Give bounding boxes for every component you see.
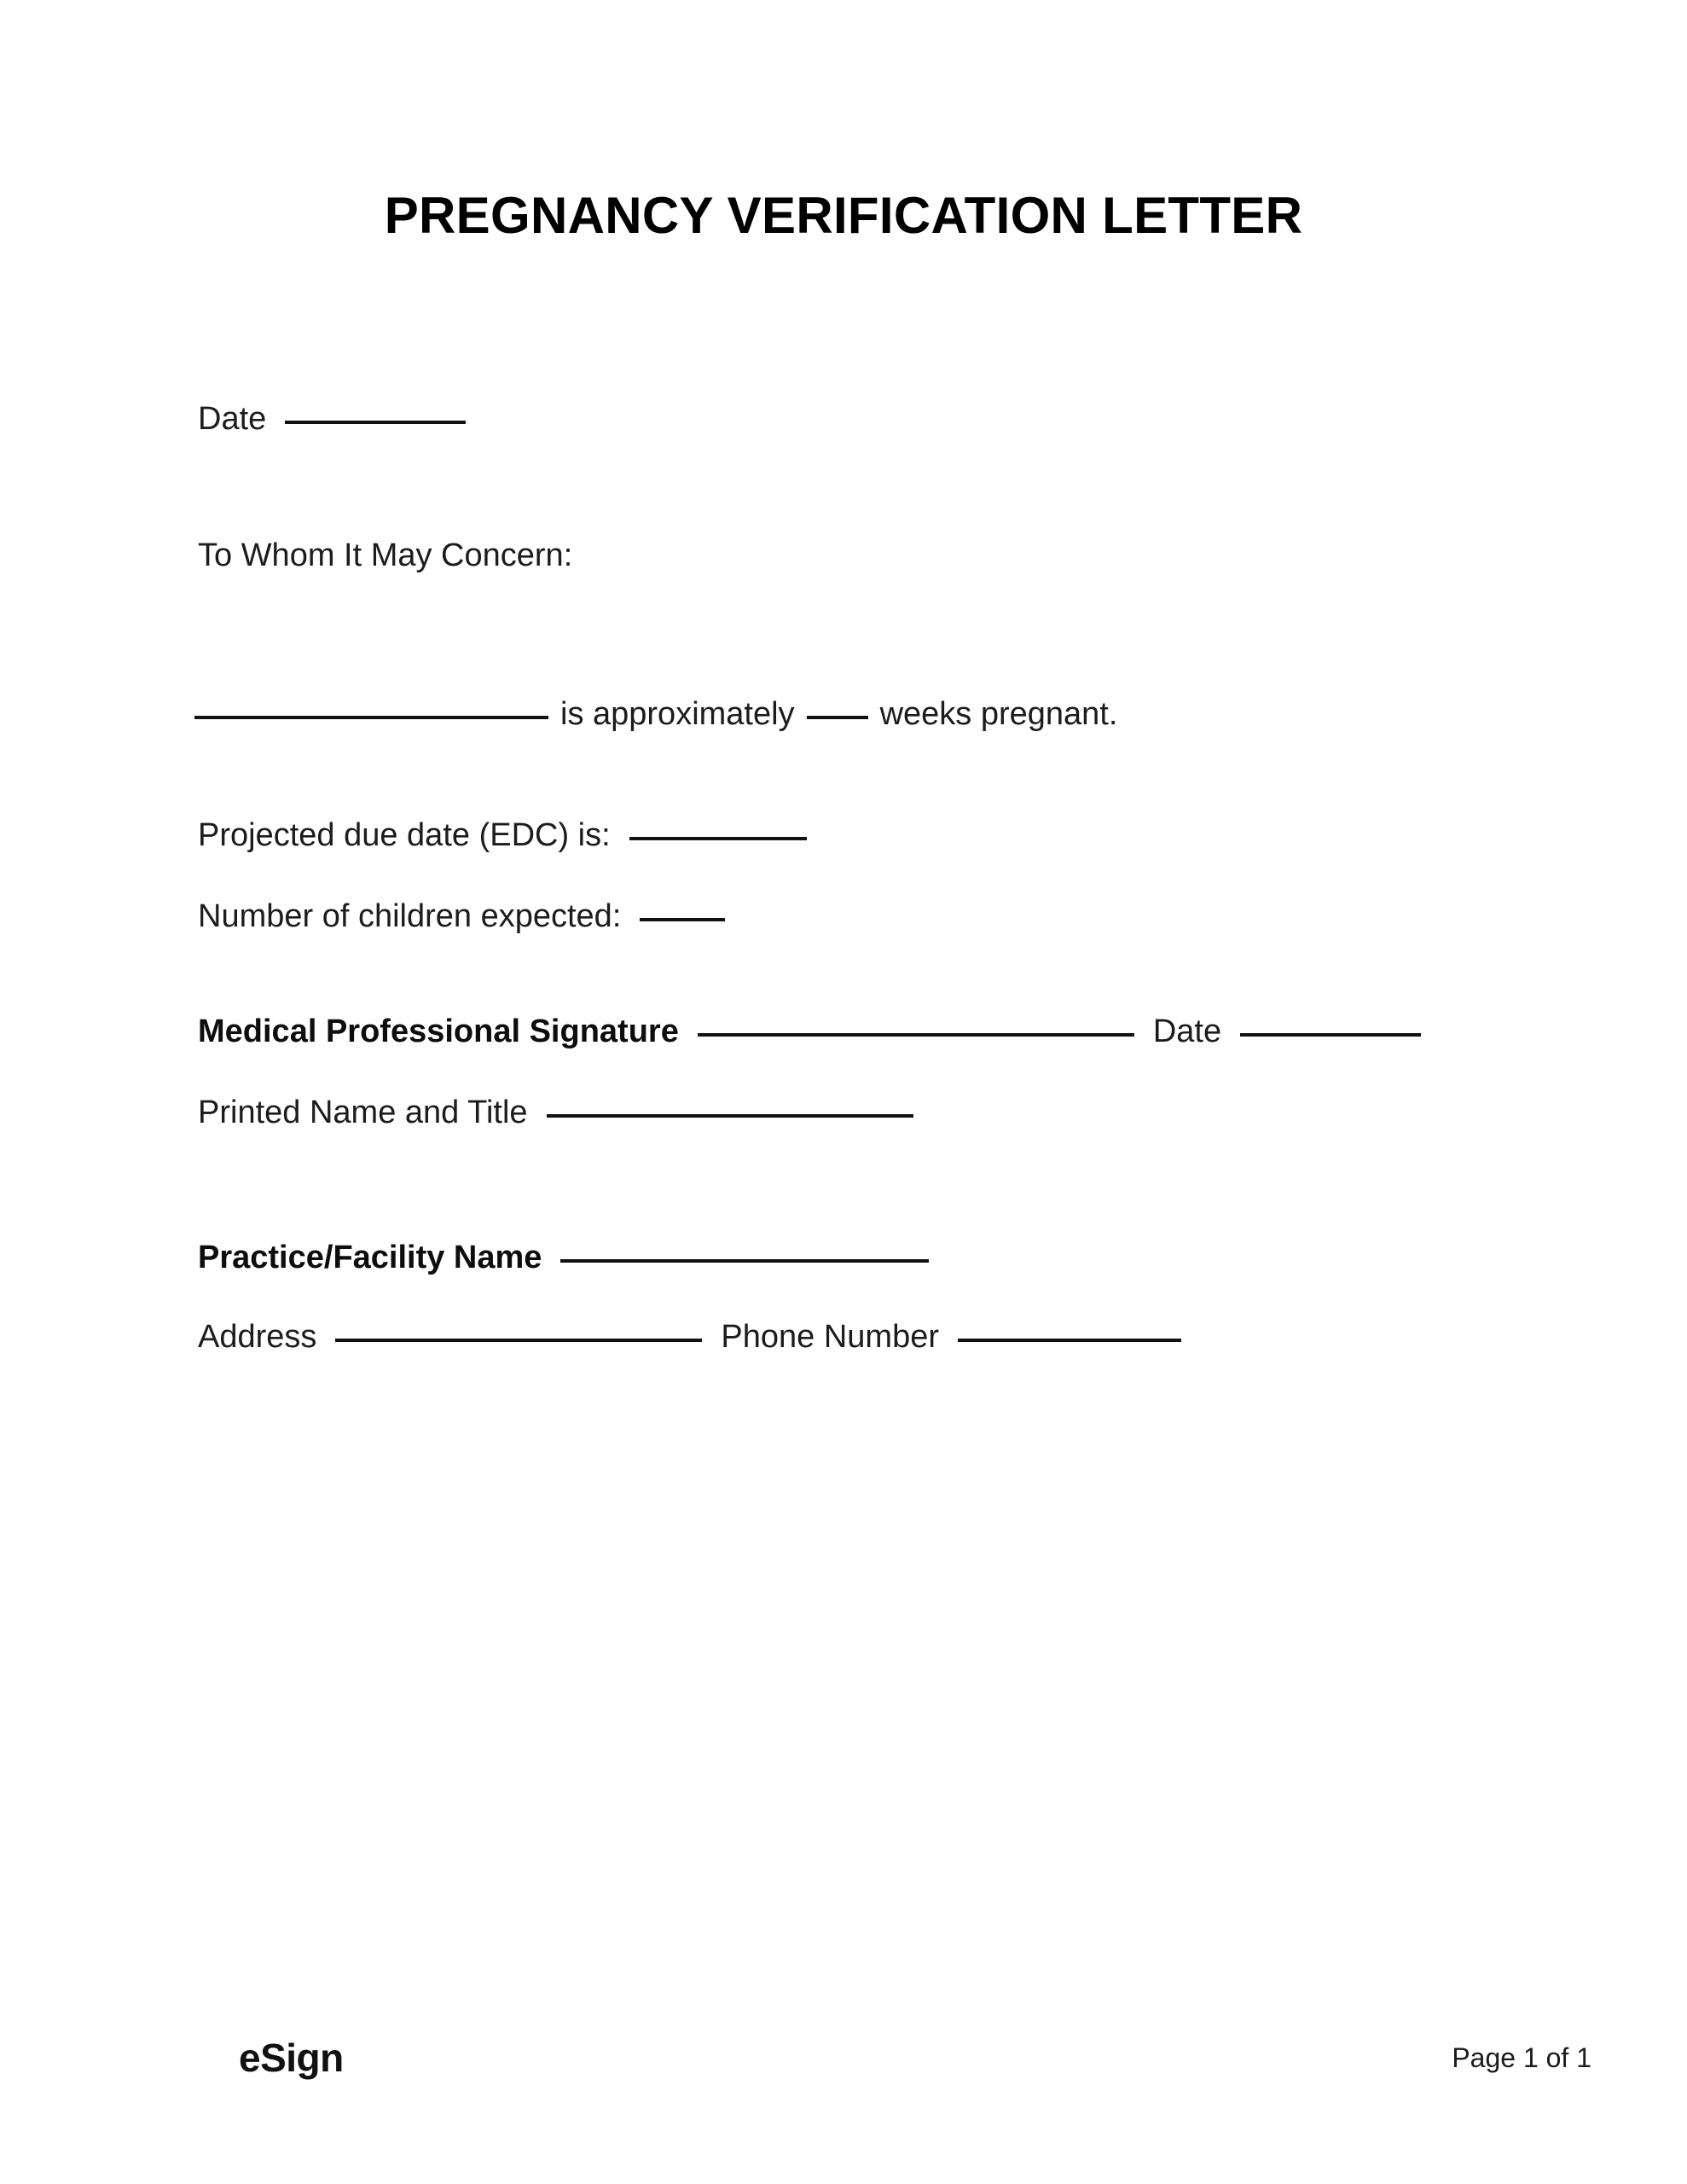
date-input-blank[interactable] xyxy=(285,421,466,424)
printed-name-label: Printed Name and Title xyxy=(198,1095,528,1130)
signature-date-label: Date xyxy=(1152,1014,1222,1049)
children-count-row xyxy=(198,900,725,932)
signature-label: Medical Professional Signature xyxy=(198,1014,679,1049)
signature-date-blank[interactable] xyxy=(1240,1033,1421,1037)
salutation-row xyxy=(198,539,572,572)
phone-number-label: Phone Number xyxy=(721,1319,939,1355)
salutation-label: To Whom It May Concern: xyxy=(198,537,573,573)
date-label: Date xyxy=(198,401,267,437)
esign-logo[interactable]: eSign xyxy=(239,2036,344,2080)
address-row xyxy=(198,1321,1181,1353)
children-count-blank[interactable] xyxy=(640,918,725,921)
printed-name-blank[interactable] xyxy=(547,1114,913,1118)
practice-name-label: Practice/Facility Name xyxy=(198,1240,542,1275)
address-blank[interactable] xyxy=(335,1339,702,1342)
signature-row xyxy=(198,1015,1421,1048)
date-row xyxy=(198,403,466,435)
practice-name-blank[interactable] xyxy=(560,1259,929,1263)
due-date-blank[interactable] xyxy=(629,837,807,840)
weeks-blank[interactable] xyxy=(807,716,868,719)
page-title: PREGNANCY VERIFICATION LETTER xyxy=(384,187,1303,244)
page-indicator: Page 1 of 1 xyxy=(1452,2042,1591,2073)
pregnancy-statement-row xyxy=(194,698,1117,730)
patient-name-blank[interactable] xyxy=(194,716,548,719)
address-label: Address xyxy=(198,1319,317,1355)
signature-blank[interactable] xyxy=(698,1033,1134,1037)
due-date-row xyxy=(198,819,807,851)
children-count-label: Number of children expected: xyxy=(198,898,622,934)
statement-middle-text: is approximately xyxy=(560,696,795,732)
practice-name-row xyxy=(198,1241,929,1274)
due-date-label: Projected due date (EDC) is: xyxy=(198,817,611,853)
phone-number-blank[interactable] xyxy=(958,1339,1181,1342)
printed-name-row xyxy=(198,1096,913,1129)
statement-end-text: weeks pregnant. xyxy=(879,696,1118,732)
